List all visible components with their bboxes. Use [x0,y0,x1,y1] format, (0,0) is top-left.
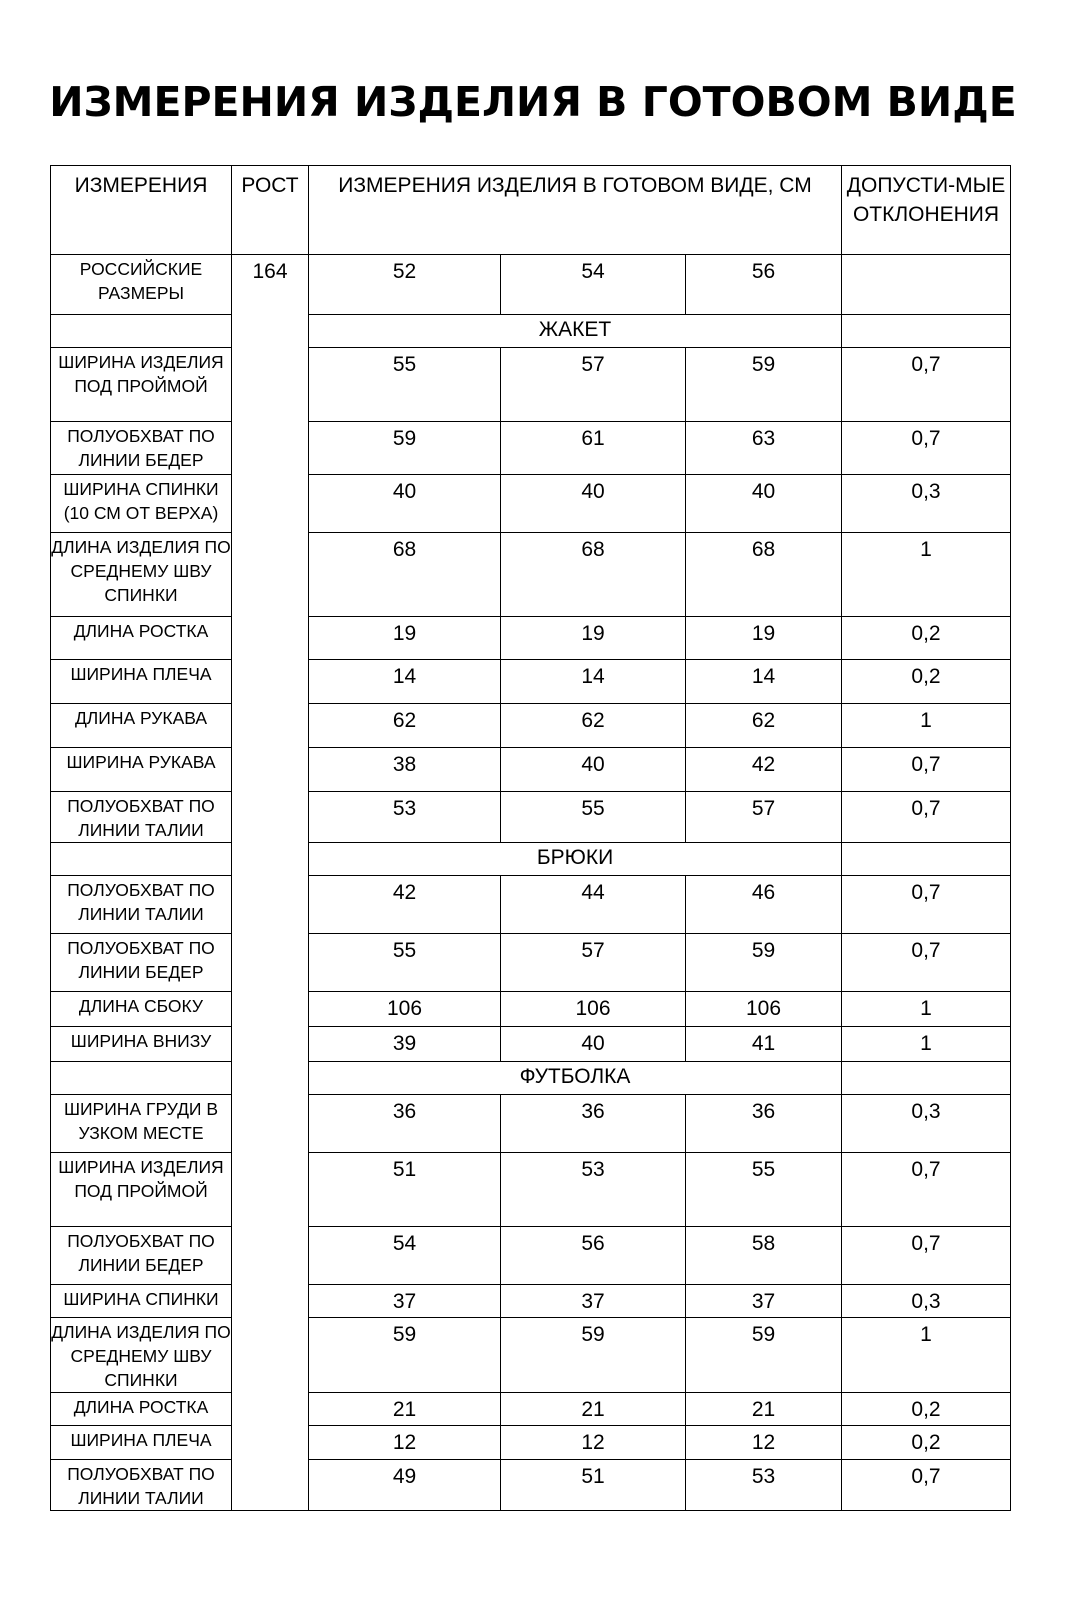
section-row [51,315,1011,348]
section-deviation-empty [842,315,1011,348]
measurement-label: ДЛИНА РОСТКА [51,617,232,660]
page-title: ИЗМЕРЕНИЯ ИЗДЕЛИЯ В ГОТОВОМ ВИДЕ [49,78,1017,126]
header-deviation: ДОПУСТИ-МЫЕ ОТКЛОНЕНИЯ [842,166,1011,255]
table-row [51,748,1011,792]
measurement-value: 12 [309,1426,501,1460]
measurement-label: ШИРИНА РУКАВА [51,748,232,792]
tolerance-value: 0,2 [842,1426,1011,1460]
measurement-value: 14 [309,660,501,704]
table-row [51,1285,1011,1318]
section-deviation-empty [842,1062,1011,1095]
measurement-value: 62 [309,704,501,748]
tolerance-value: 0,7 [842,348,1011,422]
measurement-value: 40 [309,475,501,533]
measurement-label: ДЛИНА ИЗДЕЛИЯ ПО СРЕДНЕМУ ШВУ СПИНКИ [51,533,232,617]
measurement-label: ПОЛУОБХВАТ ПО ЛИНИИ ТАЛИИ [51,792,232,843]
measurement-value: 55 [309,348,501,422]
measurement-value: 61 [501,422,686,475]
tolerance-value: 0,3 [842,1095,1011,1153]
header-measurements: ИЗМЕРЕНИЯ [51,166,232,255]
measurement-label: ШИРИНА ПЛЕЧА [51,1426,232,1460]
header-height: РОСТ [232,166,309,255]
tolerance-value: 0,3 [842,475,1011,533]
measurement-value: 49 [309,1460,501,1511]
measurement-value: 40 [501,475,686,533]
measurement-value: 36 [501,1095,686,1153]
measurement-value: 68 [309,533,501,617]
measurement-value: 37 [309,1285,501,1318]
tolerance-value: 0,7 [842,422,1011,475]
measurement-value: 12 [686,1426,842,1460]
measurement-value: 38 [309,748,501,792]
measurement-value: 57 [501,934,686,992]
sizes-label: РОССИЙСКИЕ РАЗМЕРЫ [51,255,232,315]
tolerance-value: 1 [842,1027,1011,1062]
measurement-value: 59 [501,1318,686,1393]
table-row [51,1460,1011,1511]
measurement-value: 63 [686,422,842,475]
table-row [51,1153,1011,1227]
measurement-value: 40 [501,1027,686,1062]
measurement-value: 14 [501,660,686,704]
measurement-value: 54 [309,1227,501,1285]
measurement-value: 51 [501,1460,686,1511]
measurement-value: 44 [501,876,686,934]
section-label-empty [51,843,232,876]
measurement-value: 59 [686,934,842,992]
measurement-value: 39 [309,1027,501,1062]
table-row [51,533,1011,617]
section-title: БРЮКИ [309,843,842,876]
table-row [51,934,1011,992]
section-deviation-empty [842,843,1011,876]
section-title: ЖАКЕТ [309,315,842,348]
measurement-value: 19 [686,617,842,660]
tolerance-value: 0,7 [842,792,1011,843]
measurement-value: 19 [501,617,686,660]
section-title: ФУТБОЛКА [309,1062,842,1095]
measurement-label: ШИРИНА ПЛЕЧА [51,660,232,704]
tolerance-value: 0,7 [842,876,1011,934]
table-row [51,1227,1011,1285]
measurement-value: 106 [309,992,501,1027]
measurement-value: 106 [501,992,686,1027]
section-row [51,843,1011,876]
measurement-value: 53 [309,792,501,843]
measurement-value: 62 [501,704,686,748]
measurement-value: 40 [501,748,686,792]
table-row [51,1027,1011,1062]
measurement-value: 37 [686,1285,842,1318]
tolerance-value: 1 [842,533,1011,617]
section-row [51,1062,1011,1095]
tolerance-value: 0,7 [842,1460,1011,1511]
size-value: 54 [501,255,686,315]
measurement-value: 56 [501,1227,686,1285]
size-value: 56 [686,255,842,315]
section-label-empty [51,1062,232,1095]
table-row [51,422,1011,475]
measurement-value: 53 [501,1153,686,1227]
tolerance-value: 1 [842,992,1011,1027]
measurement-value: 57 [501,348,686,422]
sizes-row [51,255,1011,315]
section-label-empty [51,315,232,348]
measurement-value: 36 [686,1095,842,1153]
measurement-label: ПОЛУОБХВАТ ПО ЛИНИИ БЕДЕР [51,422,232,475]
measurement-value: 55 [686,1153,842,1227]
measurement-label: ДЛИНА СБОКУ [51,992,232,1027]
measurement-value: 59 [686,1318,842,1393]
size-value: 52 [309,255,501,315]
measurement-value: 46 [686,876,842,934]
table-row [51,617,1011,660]
measurement-value: 42 [309,876,501,934]
measurement-value: 36 [309,1095,501,1153]
table-row [51,348,1011,422]
measurement-value: 37 [501,1285,686,1318]
table-row [51,1095,1011,1153]
measurement-value: 40 [686,475,842,533]
table-row [51,992,1011,1027]
tolerance-value: 1 [842,1318,1011,1393]
table-row [51,1426,1011,1460]
table-row [51,1393,1011,1426]
measurement-value: 57 [686,792,842,843]
measurements-table [50,165,1011,1511]
measurement-value: 59 [309,422,501,475]
table-row [51,1318,1011,1393]
table-row [51,792,1011,843]
table-row [51,475,1011,533]
measurement-label: ДЛИНА РОСТКА [51,1393,232,1426]
height-value: 164 [232,255,309,1511]
header-row [51,166,1011,255]
measurement-label: ПОЛУОБХВАТ ПО ЛИНИИ ТАЛИИ [51,1460,232,1511]
measurement-label: ДЛИНА РУКАВА [51,704,232,748]
measurement-value: 106 [686,992,842,1027]
measurement-label: ДЛИНА ИЗДЕЛИЯ ПО СРЕДНЕМУ ШВУ СПИНКИ [51,1318,232,1393]
measurement-label: ПОЛУОБХВАТ ПО ЛИНИИ ТАЛИИ [51,876,232,934]
measurement-label: ПОЛУОБХВАТ ПО ЛИНИИ БЕДЕР [51,934,232,992]
measurement-label: ШИРИНА СПИНКИ (10 СМ ОТ ВЕРХА) [51,475,232,533]
measurement-value: 12 [501,1426,686,1460]
tolerance-value: 0,7 [842,934,1011,992]
measurement-label: ШИРИНА ВНИЗУ [51,1027,232,1062]
measurement-value: 53 [686,1460,842,1511]
measurement-value: 58 [686,1227,842,1285]
header-finished-measurements: ИЗМЕРЕНИЯ ИЗДЕЛИЯ В ГОТОВОМ ВИДЕ, СМ [309,166,842,255]
measurement-value: 59 [686,348,842,422]
measurement-value: 19 [309,617,501,660]
measurement-value: 21 [501,1393,686,1426]
table-row [51,660,1011,704]
tolerance-value: 0,2 [842,617,1011,660]
tolerance-value: 0,3 [842,1285,1011,1318]
measurement-value: 42 [686,748,842,792]
measurement-label: ШИРИНА ИЗДЕЛИЯ ПОД ПРОЙМОЙ [51,348,232,422]
measurement-value: 21 [309,1393,501,1426]
tolerance-value: 0,7 [842,748,1011,792]
measurement-value: 68 [686,533,842,617]
tolerance-value: 1 [842,704,1011,748]
table-row [51,876,1011,934]
measurement-label: ПОЛУОБХВАТ ПО ЛИНИИ БЕДЕР [51,1227,232,1285]
measurement-value: 51 [309,1153,501,1227]
measurement-value: 62 [686,704,842,748]
measurement-value: 14 [686,660,842,704]
measurement-label: ШИРИНА СПИНКИ [51,1285,232,1318]
size-deviation-empty [842,255,1011,315]
tolerance-value: 0,2 [842,1393,1011,1426]
tolerance-value: 0,7 [842,1153,1011,1227]
measurement-value: 55 [501,792,686,843]
measurement-value: 68 [501,533,686,617]
measurement-label: ШИРИНА ИЗДЕЛИЯ ПОД ПРОЙМОЙ [51,1153,232,1227]
measurement-value: 21 [686,1393,842,1426]
measurement-value: 55 [309,934,501,992]
tolerance-value: 0,7 [842,1227,1011,1285]
measurement-value: 59 [309,1318,501,1393]
tolerance-value: 0,2 [842,660,1011,704]
measurement-value: 41 [686,1027,842,1062]
table-row [51,704,1011,748]
measurement-label: ШИРИНА ГРУДИ В УЗКОМ МЕСТЕ [51,1095,232,1153]
